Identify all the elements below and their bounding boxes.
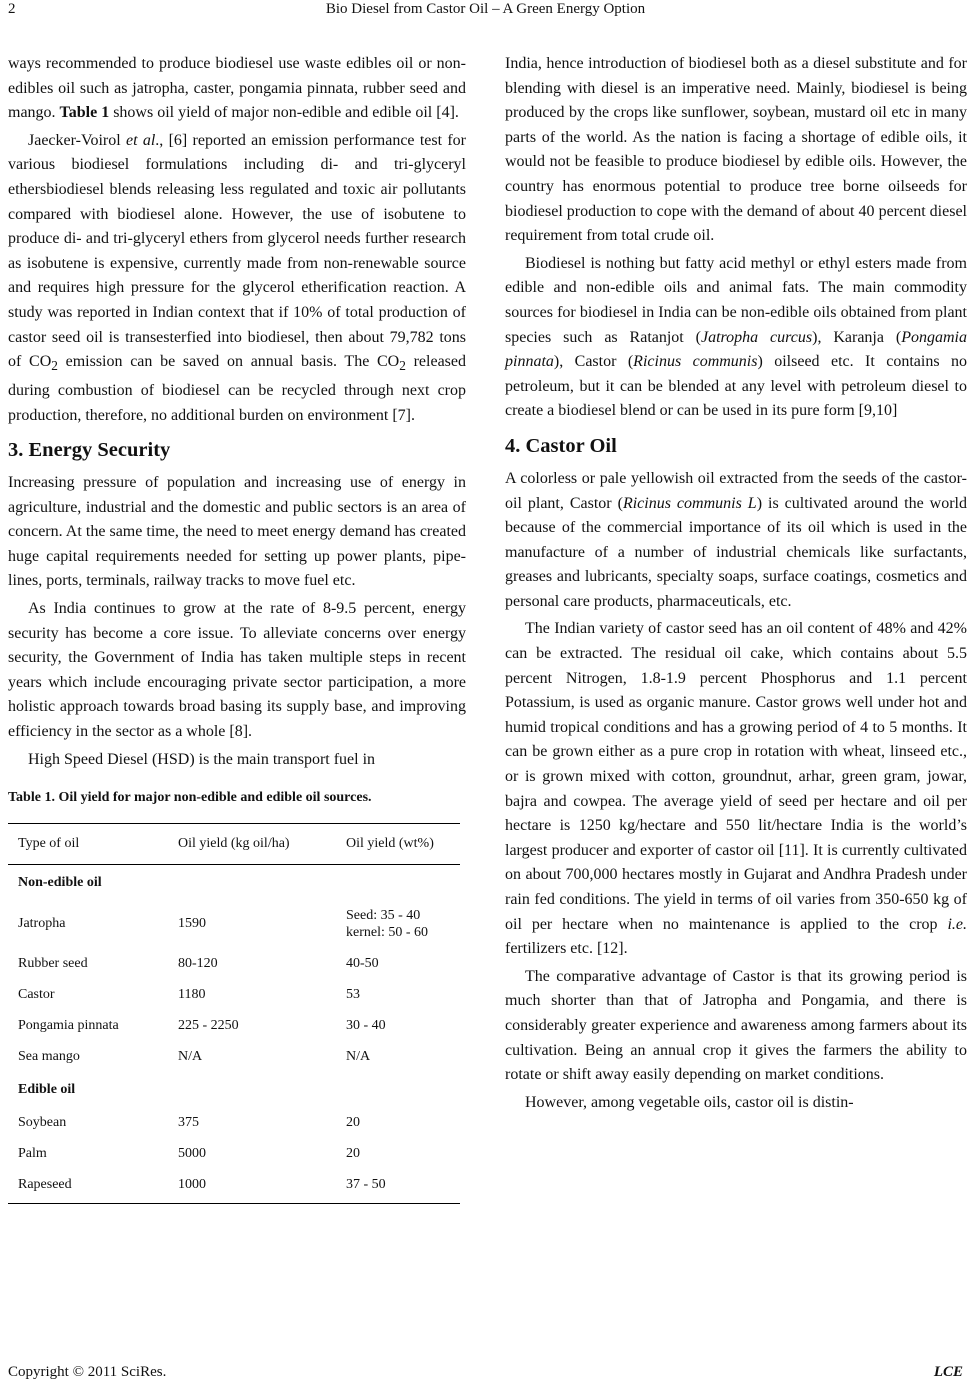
text: ways recommended to produce biodiesel use waste edibles oil or non-edibles oil such as jatropha, caster, pongamia pinnata, rubber seed and mango. (8, 55, 466, 122)
cell: 1180 (178, 986, 206, 1002)
cell: 20 (346, 1114, 360, 1130)
cell: Soybean (18, 1114, 67, 1130)
group-row (8, 1072, 460, 1107)
table-row (8, 1138, 460, 1169)
paragraph: The comparative advantage of Castor is that its growing period is much shorter than that of Jatropha and Pongamia, and there is considerably greater experience and awareness among farmers about its cultivation. Being an annual crop it gives the farmers the ability to rotate or shift away easily depending on market conditions. (505, 967, 967, 1084)
species-name: Ricinus communis L (622, 494, 757, 512)
paragraph: Increasing pressure of population and increasing use of energy in agriculture, industrial and the domestic and public sectors is an area of concern. At the same time, the need to meet energy demand has created huge capital requirements needed for setting up power plants, pipelines, ports, terminals, railway tracks to move fuel etc. (8, 474, 466, 590)
text: A colorless or pale yellowish oil extracted from the seeds of the castor-oil plant, Castor ( (505, 469, 967, 512)
text: ), Karanja ( (812, 328, 902, 346)
table-1 (8, 786, 466, 1204)
cell: 40-50 (346, 955, 379, 971)
page-footer (0, 1364, 971, 1384)
table-row (8, 1010, 460, 1041)
page-number: 2 (8, 1, 16, 17)
cell-line: Seed: 35 - 40 (346, 907, 421, 923)
table-row (8, 900, 460, 948)
paragraph: As India continues to grow at the rate of 8-9.5 percent, energy security has become a core issue. To alleviate concerns over energy security, the Government of India has taken multiple steps in recent years which include encouraging private sector participation, a more holistic approach towards broad basing its supply base, and improving efficiency in the sector as a whole [8]. (8, 600, 466, 741)
text: ), Castor ( (553, 353, 634, 371)
cell: N/A (178, 1048, 203, 1064)
text: ) oilseed etc. It contains no petroleum, but it can be blended at any level with petroleum diesel to create a biodiesel blend or can be used in its pure form [9,10] (505, 353, 968, 420)
table-row (8, 1041, 460, 1072)
cell: Rapeseed (8, 1169, 168, 1204)
species-name: Pongamia pinnata (505, 328, 967, 371)
column-header: Oil yield (kg oil/ha) (168, 823, 336, 864)
column-header: Oil yield (wt%) (336, 823, 460, 864)
table-row (8, 948, 460, 979)
copyright: Copyright © 2011 SciRes. (8, 1364, 167, 1380)
text: ) is cultivated around the world because of the commercial importance of its oil which is used in the manufacture of a number of industrial chemicals like surfactants, greases and lubricants, specialty soaps, surface coatings, cosmetics and personal care products, pharmaceuticals, etc. (505, 494, 967, 610)
species-name: Jatropha curcus (700, 328, 813, 346)
cell: Palm (18, 1145, 47, 1161)
species-name: Ricinus communis (633, 353, 758, 371)
group-row (8, 864, 460, 900)
cell: 53 (346, 986, 360, 1002)
running-title: Bio Diesel from Castor Oil – A Green Energy Option (325, 1, 646, 17)
subscript: 2 (51, 358, 58, 374)
group-label: Non-edible oil (18, 874, 102, 890)
text-italic: et al (125, 131, 156, 149)
section-heading-castor-oil: 4. Castor Oil (505, 434, 617, 457)
text: ., [6] reported an emission performance test for various biodiesel formulations including di- and tri-glyceryl ethersbiodiesel blends releasing less regulated and toxic air pollutants compared with biodiesel alone. However, the use of isobutene to produce di- and tri-glyceryl ethers from glycerol needs further research as isobutene is expensive, currently made from non-renewable source and requires high pressure for the glycerol etherification reaction. A study was reported in Indian context that if 10% of total production of castor seed oil is transesterfied into biodiesel, then about 79,782 tons of CO (8, 131, 466, 371)
text-italic: i.e. (947, 915, 967, 933)
paragraph: High Speed Diesel (HSD) is the main transport fuel in (28, 750, 376, 768)
cell: 5000 (178, 1145, 206, 1161)
text: emission can be saved on annual basis. The CO (57, 353, 400, 371)
text: released during combustion of biodiesel can be recycled through next crop production, therefore, no additional burden on environment [7]. (8, 353, 467, 424)
table-header-row (8, 823, 460, 864)
column-header: Type of oil (8, 823, 168, 864)
cell: 80-120 (178, 955, 218, 971)
paragraph: India, hence introduction of biodiesel both as a diesel substitute and for blending with diesel is an imperative need. Mainly, biodiesel is being produced by the crops like sunflower, soybean, mustard oil etc in many parts of the world. As the nation is facing a shortage of edible oils, it would not be feasible to produce biodiesel by edible oils. However, the country has enormous potential to produce tree borne oilseeds for biodiesel production to cope with the demand of about 40 percent diesel requirement from total crude oil. (505, 55, 967, 245)
text: Biodiesel is nothing but fatty acid methyl or ethyl esters made from edible and non-edible oils and animal fats. The main commodity sources for biodiesel in India can be non-edible oils obtained from plant species such as Ratanjot ( (505, 254, 967, 346)
paragraph (505, 617, 967, 961)
cell: 1590 (178, 916, 206, 932)
cell: 1000 (168, 1169, 336, 1204)
section-heading-energy-security: 3. Energy Security (8, 439, 171, 462)
text: The Indian variety of castor seed has an oil content of 48% and 42% can be extracted. The residual oil cake, which contains about 5.5 percent Nitrogen, 1.8-1.9 percent Phosphorus and 1.1 percent Potassium, is used as organic manure. Castor grows well under hot and humid tropical conditions and has a growing period of 4 to 5 months. It can be grown either as a pure crop in rotation with wheat, linseed etc., or is grown mixed with cotton, groundnut, arhar, green gram, jowar, bajra and cowpea. The average yield of seed per hectare and oil per hectare is 1250 kg/hectare and 550 lit/hectare India is the world’s largest producer and exporter of castor oil [11]. It is currently cultivated on about 700,000 hectares mostly in Gujarat and Andhra Pradesh under rain fed conditions. The yield in terms of oil varies from 350-650 kg of oil per hectare when no maintenance is applied to the crop (505, 620, 967, 933)
cell: 375 (178, 1114, 199, 1130)
table-row (8, 1169, 460, 1204)
left-column (8, 52, 466, 1204)
cell: Jatropha (18, 916, 66, 932)
page-header (0, 0, 971, 26)
cell-line: kernel: 50 - 60 (346, 924, 429, 940)
cell: 225 - 2250 (178, 1017, 239, 1033)
table-ref: Table 1 (59, 104, 110, 122)
table-row (8, 1107, 460, 1138)
paragraph (8, 129, 466, 428)
oil-yield-table (8, 823, 460, 1204)
subscript: 2 (399, 358, 406, 374)
cell (336, 900, 460, 948)
cell: Rubber seed (18, 955, 88, 971)
paragraph: However, among vegetable oils, castor oil is distin- (525, 1093, 854, 1111)
cell: N/A (346, 1048, 371, 1064)
cell: 37 - 50 (336, 1169, 460, 1204)
cell: Pongamia pinnata (18, 1017, 119, 1033)
text: Jaecker-Voirol (28, 131, 126, 149)
text: shows oil yield of major non-edible and edible oil [4]. (109, 104, 459, 122)
cell: Sea mango (18, 1048, 80, 1064)
right-column (505, 52, 967, 1118)
table-caption: Table 1. Oil yield for major non-edible and edible oil sources. (8, 790, 372, 806)
group-label: Edible oil (18, 1081, 76, 1097)
paragraph (505, 467, 967, 615)
cell: 30 - 40 (346, 1017, 386, 1033)
paragraph (8, 52, 466, 126)
journal-abbrev: LCE (933, 1364, 963, 1380)
paragraph (505, 252, 967, 424)
table-row (8, 979, 460, 1010)
cell: Castor (18, 986, 55, 1002)
text: fertilizers etc. [12]. (505, 940, 628, 958)
cell: 20 (346, 1145, 360, 1161)
